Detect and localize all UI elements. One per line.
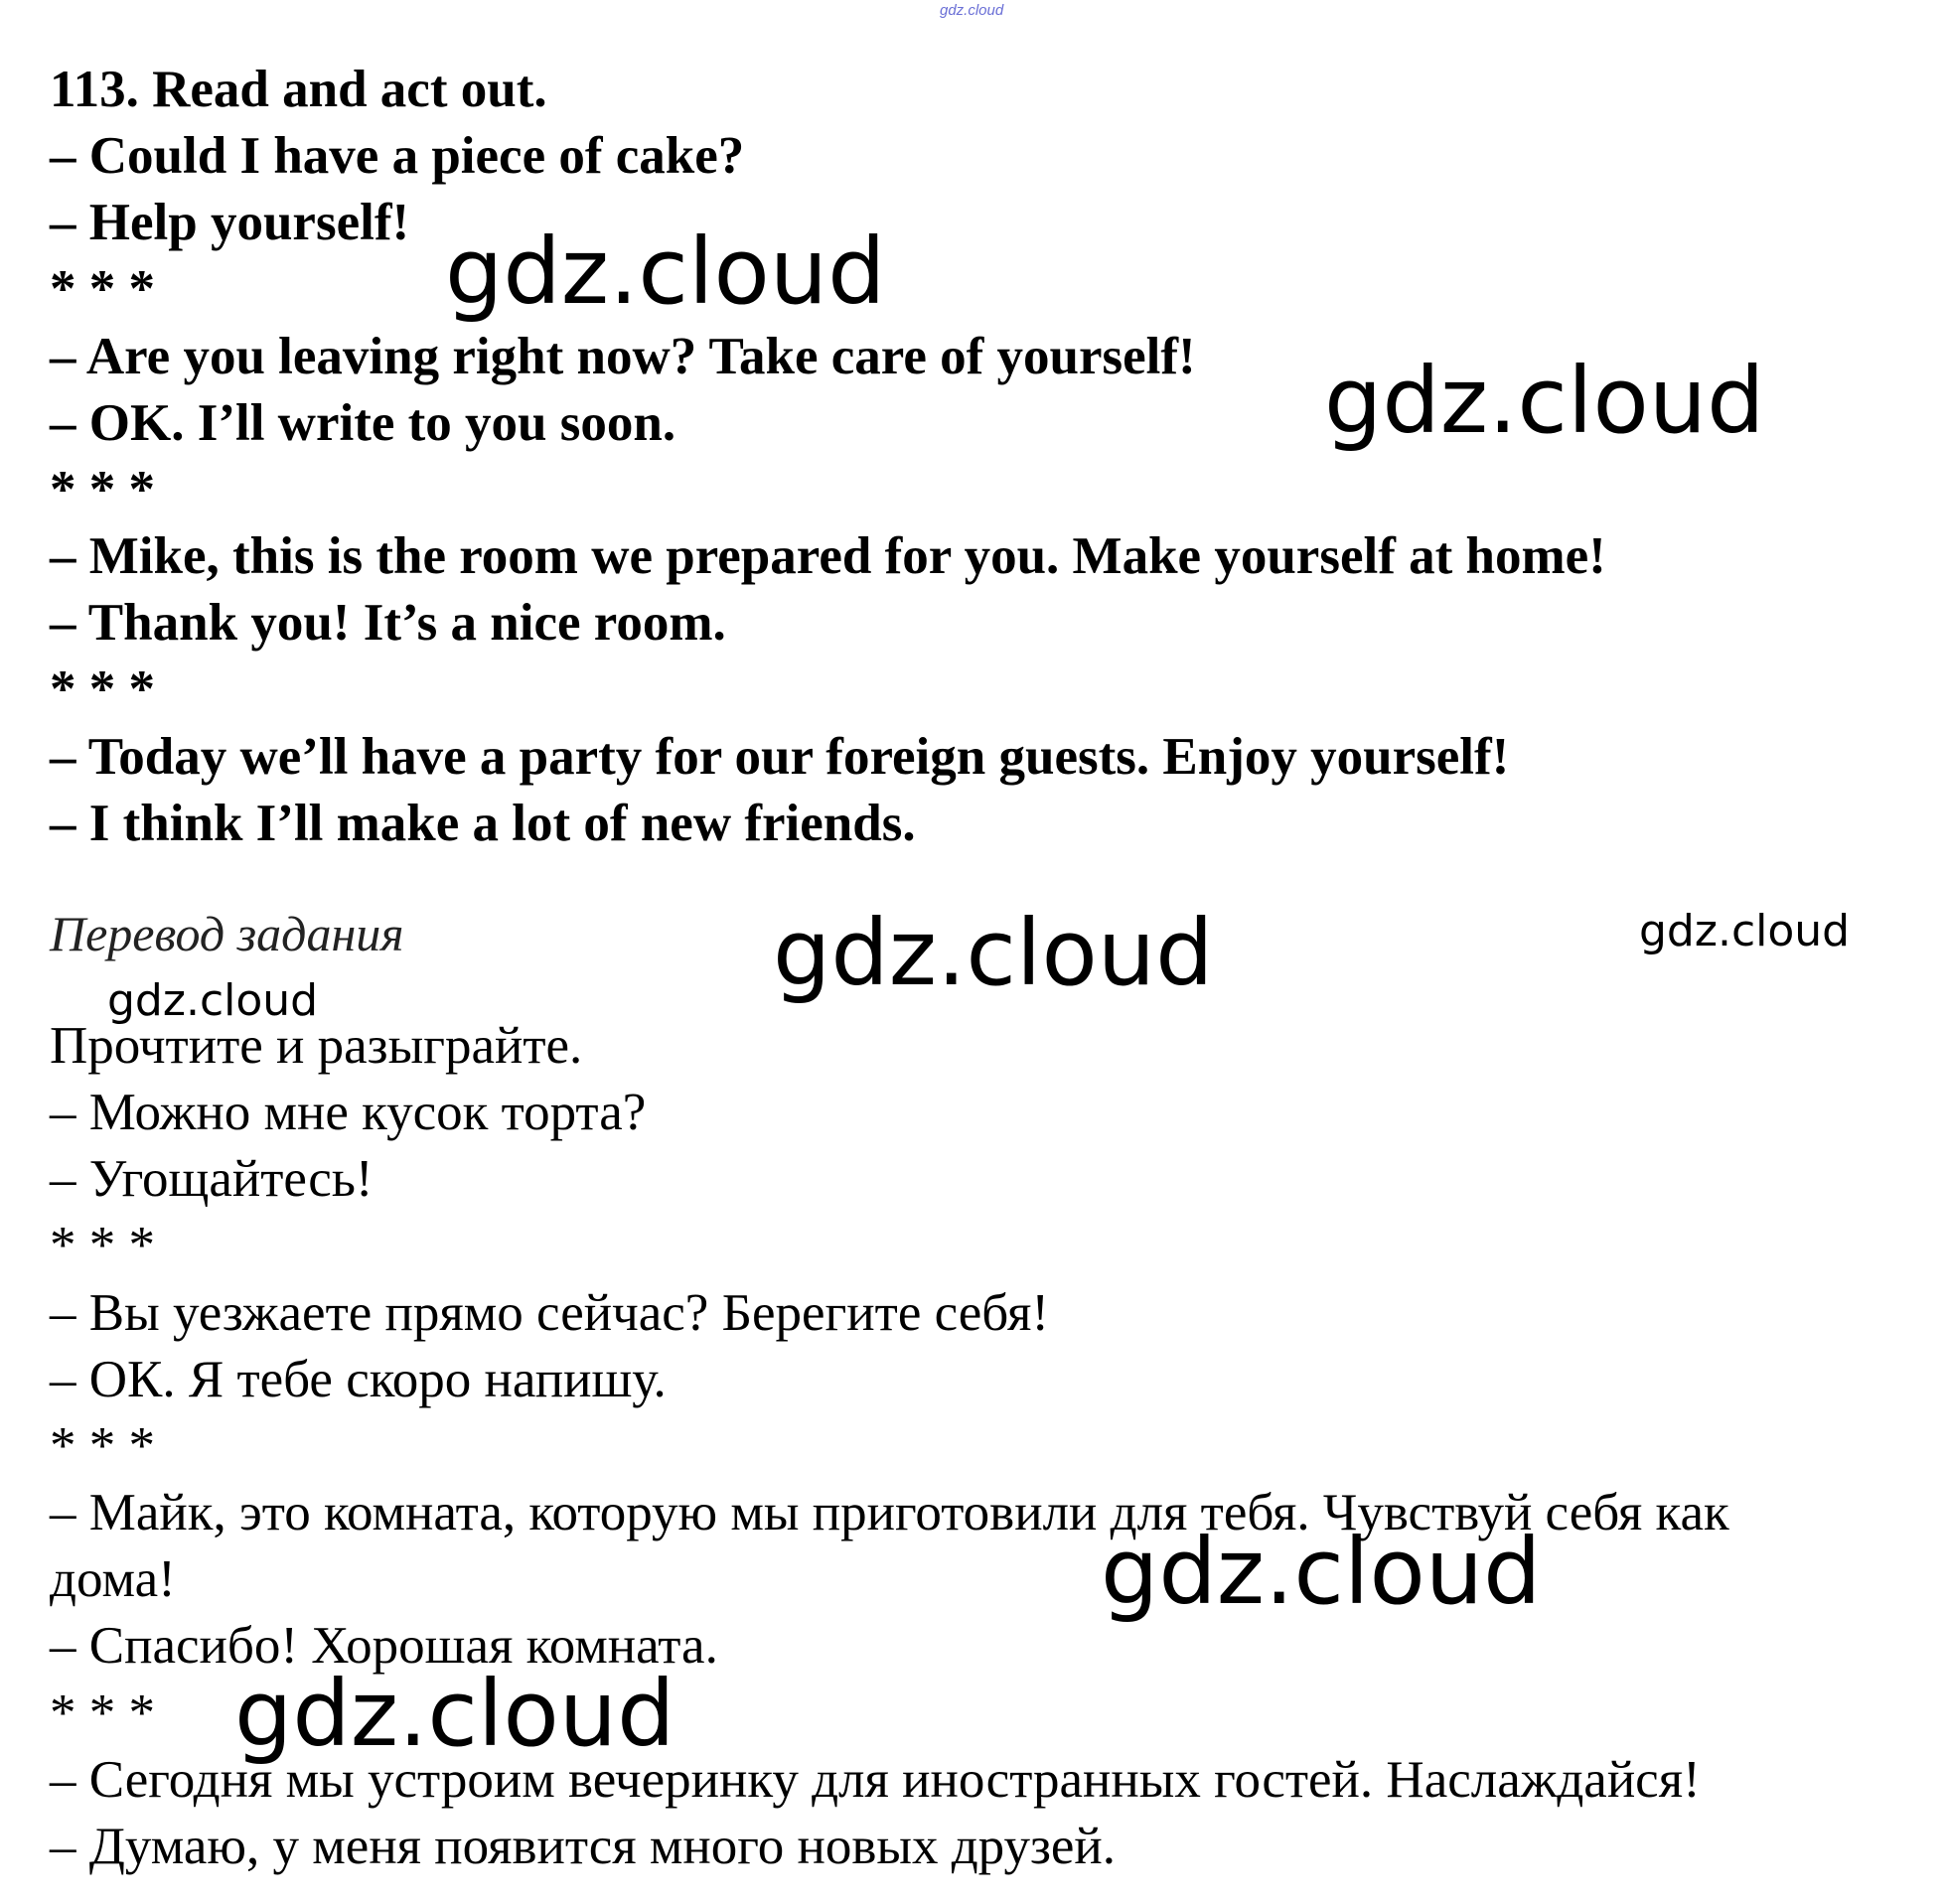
translation-line: – Можно мне кусок торта? bbox=[50, 1084, 647, 1141]
translation-line: – Спасибо! Хорошая комната. bbox=[50, 1617, 718, 1675]
translation-line: дома! bbox=[50, 1550, 176, 1608]
watermark: gdz.cloud bbox=[234, 1661, 675, 1767]
watermark: gdz.cloud bbox=[445, 219, 886, 325]
translation-line: – Вы уезжаете прямо сейчас? Берегите себя! bbox=[50, 1284, 1049, 1342]
exercise-line: – Mike, this is the room we prepared for you. Make yourself at home! bbox=[50, 527, 1606, 585]
translation-heading: Перевод задания bbox=[50, 906, 404, 961]
exercise-line: – OK. I’ll write to you soon. bbox=[50, 394, 676, 452]
exercise-line: – Thank you! It’s a nice room. bbox=[50, 594, 726, 652]
watermark: gdz.cloud bbox=[773, 900, 1214, 1006]
watermark: gdz.cloud bbox=[1324, 348, 1765, 454]
exercise-line: – Help yourself! bbox=[50, 194, 410, 251]
watermark: gdz.cloud bbox=[107, 975, 319, 1026]
exercise-line: – Are you leaving right now? Take care of yourself! bbox=[50, 328, 1196, 385]
separator: * * * bbox=[50, 461, 155, 518]
translation-line: – Угощайтесь! bbox=[50, 1150, 374, 1208]
translation-line: – ОК. Я тебе скоро напишу. bbox=[50, 1351, 667, 1408]
exercise-line: – Today we’ll have a party for our foreign guests. Enjoy yourself! bbox=[50, 728, 1510, 786]
separator: * * * bbox=[50, 1684, 155, 1742]
translation-line: – Думаю, у меня появится много новых друзей. bbox=[50, 1818, 1117, 1875]
exercise-title: 113. Read and act out. bbox=[50, 61, 547, 118]
translation-line: Прочтите и разыграйте. bbox=[50, 1017, 583, 1075]
translation-line: – Сегодня мы устроим вечеринку для иностранных гостей. Наслаждайся! bbox=[50, 1751, 1701, 1809]
watermark: gdz.cloud bbox=[1101, 1519, 1542, 1625]
separator: * * * bbox=[50, 260, 155, 318]
exercise-line: – I think I’ll make a lot of new friends. bbox=[50, 795, 916, 852]
watermark: gdz.cloud bbox=[1639, 906, 1851, 956]
separator: * * * bbox=[50, 660, 155, 718]
top-watermark: gdz.cloud bbox=[940, 2, 1004, 19]
translation-line: – Майк, это комната, которую мы приготовили для тебя. Чувствуй себя как bbox=[50, 1484, 1729, 1541]
separator: * * * bbox=[50, 1417, 155, 1475]
separator: * * * bbox=[50, 1217, 155, 1274]
exercise-line: – Could I have a piece of cake? bbox=[50, 127, 745, 185]
